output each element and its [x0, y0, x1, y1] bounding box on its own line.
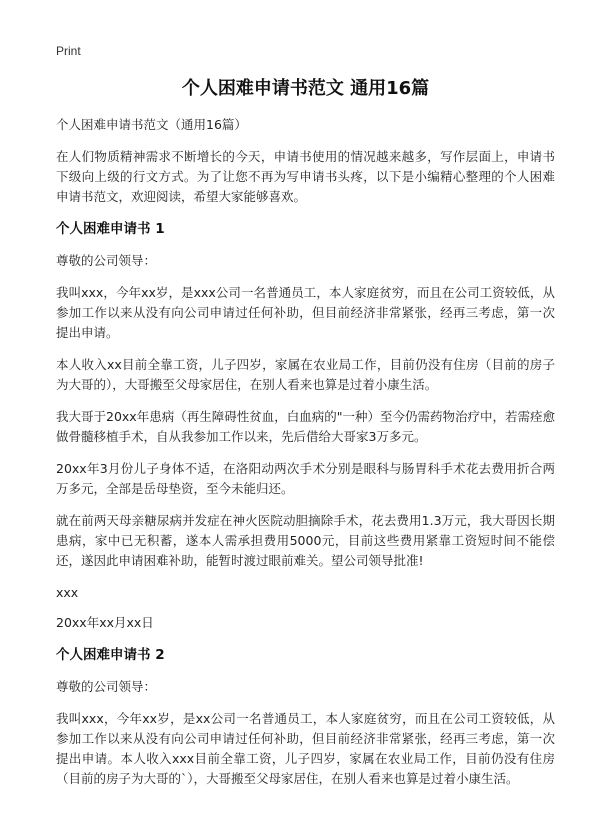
- section-1: [56, 219, 555, 633]
- body-paragraph: 我叫xxx，今年xx岁，是xx公司一名普通员工，本人家庭贫穷，而且在公司工资较低，从参加工作以来从没有向公司申请过任何补助，但目前经济非常紧张，经再三考虑，第一次提出申请。本人收入xxx目前全靠工资，儿子四岁，家属在农业局工作，目前仍没有住房（目前的房子为大哥的`），大哥搬至父母家居住，在别人看来也算是过着小康生活。: [56, 711, 555, 786]
- greeting: 尊敬的公司领导：: [56, 253, 157, 268]
- section-heading: 个人困难申请书 2: [56, 647, 165, 663]
- document-subtitle: 个人困难申请书范文（通用16篇）: [56, 117, 247, 132]
- body-paragraph: 就在前两天母亲糖尿病并发症在神火医院动胆摘除手术，花去费用1.3万元，我大哥因长期患病，家中已无积蓄，遂本人需承担费用5000元，目前这些费用紧靠工资短时间不能偿还，遂因此申请困难补助，能暂时渡过眼前难关。望公司领导批准!: [56, 513, 555, 568]
- intro-paragraph: 在人们物质精神需求不断增长的今天，申请书使用的情况越来越多，写作层面上，申请书下级向上级的行文方式。为了让您不再为写申请书头疼，以下是小编精心整理的个人困难申请书范文，欢迎阅读，希望大家能够喜欢。: [56, 149, 555, 204]
- date: 20xx年xx月xx日: [56, 615, 154, 630]
- section-heading: 个人困难申请书 1: [56, 221, 165, 237]
- body-paragraph: 我大哥于20xx年患病（再生障碍性贫血，白血病的"一种）至今仍需药物治疗中，若需痊愈做骨髓移植手术，自从我参加工作以来，先后借给大哥家3万多元。: [56, 409, 555, 444]
- document-title: 个人困难申请书范文 通用16篇: [181, 78, 430, 99]
- section-2: [56, 645, 555, 789]
- body-paragraph: 我叫xxx，今年xx岁，是xxx公司一名普通员工，本人家庭贫穷，而且在公司工资较低，从参加工作以来从没有向公司申请过任何补助，但目前经济非常紧张，经再三考虑，第一次提出申请。: [56, 285, 555, 340]
- signature: xxx: [56, 585, 79, 600]
- body-paragraph: 20xx年3月份儿子身体不适，在洛阳动两次手术分别是眼科与肠胃科手术花去费用折合两万多元，全部是岳母垫资，至今未能归还。: [56, 461, 555, 496]
- print-label: Print: [56, 44, 81, 58]
- body-paragraph: 本人收入xx目前全靠工资，儿子四岁，家属在农业局工作，目前仍没有住房（目前的房子为大哥的），大哥搬至父母家居住，在别人看来也算是过着小康生活。: [56, 357, 555, 392]
- greeting: 尊敬的公司领导：: [56, 679, 157, 694]
